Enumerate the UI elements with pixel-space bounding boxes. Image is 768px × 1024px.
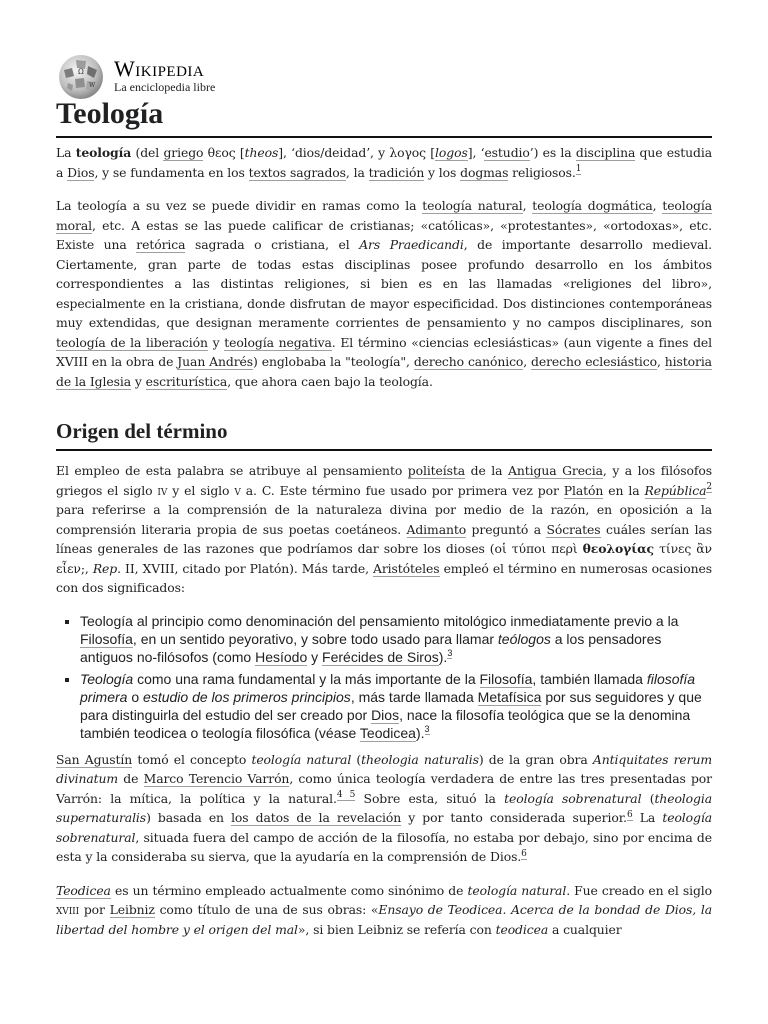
text: en la — [603, 482, 645, 498]
text: , la — [345, 164, 369, 180]
link-logos[interactable]: logos — [435, 145, 468, 160]
text: que estudia a — [56, 145, 713, 180]
text: a cualquier — [548, 921, 622, 937]
link-dios[interactable]: Dios — [371, 706, 400, 723]
text: El empleo de esta palabra se atribuye al pensamiento — [56, 463, 408, 478]
text: , — [652, 198, 663, 213]
italic-term: Teología — [80, 670, 134, 687]
wikipedia-tagline: La enciclopedia libre — [114, 80, 216, 94]
list-item — [80, 612, 712, 666]
reference-link[interactable]: 3 — [424, 723, 430, 734]
italic-term: teodicea — [495, 921, 549, 937]
text: II, XVIII, citado por Platón). Más tarde, — [120, 560, 373, 576]
origen-paragraph-1 — [56, 461, 712, 598]
link-datos-revelacion[interactable]: los datos de la revelación — [231, 810, 402, 825]
century-numeral: xviii — [56, 902, 80, 917]
section-heading-origen: Origen del término — [56, 417, 712, 451]
reference-link[interactable]: 1 — [575, 164, 582, 175]
text: ). — [438, 648, 448, 665]
text: es un término empleado actualmente como sinónimo de — [110, 882, 468, 898]
meanings-list — [56, 612, 712, 742]
svg-text:Ω: Ω — [78, 68, 84, 76]
text: τίνες ἂν εἶεν;, — [56, 541, 712, 576]
text: y por tanto considerada superior. — [401, 810, 628, 825]
link-leibniz[interactable]: Leibniz — [109, 902, 155, 917]
text: », si bien Leibniz se refería con — [297, 921, 496, 937]
link-teodicea[interactable]: Teodicea — [56, 882, 111, 898]
text: , como única teología verdadera de entre las tres presentadas por Varrón: la mítica, la política y la natural. — [56, 771, 712, 806]
text: ], ‘ — [467, 145, 485, 160]
svg-text:W: W — [89, 82, 96, 89]
italic-term: teología sobrenatural — [504, 790, 642, 806]
link-griego[interactable]: griego — [163, 145, 204, 160]
italic-term: Antiquitates rerum divinatum — [56, 751, 713, 786]
italic-term: estudio de los primeros principios — [143, 688, 351, 705]
text: ], ‘dios/deidad’, y λογος [ — [278, 145, 436, 160]
italic-term: teólogos — [497, 630, 551, 647]
text: empleó el término en numerosas ocasiones con dos significados: — [56, 560, 712, 595]
text: ( — [351, 751, 362, 767]
text: , y a los filósofos griegos el siglo — [56, 463, 713, 498]
text: y los — [424, 164, 461, 180]
link-antigua-grecia[interactable]: Antigua Grecia — [508, 463, 603, 478]
text: , y se fundamenta en los — [94, 164, 249, 180]
text: preguntó a — [466, 521, 547, 537]
italic-term: theos — [244, 145, 279, 160]
link-hesiodo[interactable]: Hesíodo — [255, 648, 308, 665]
link-teologia-moral[interactable]: teología moral — [56, 198, 712, 233]
link-teologia-liberacion[interactable]: teología de la liberación — [56, 334, 208, 350]
link-dios[interactable]: Dios — [67, 164, 95, 180]
text: sagrada o cristiana, el — [185, 237, 360, 252]
link-juan-andres[interactable]: Juan Andrés — [177, 354, 254, 369]
bold-term: teología — [75, 145, 132, 160]
text: , en un sentido peyorativo, y sobre todo usado para llamar — [132, 630, 498, 647]
text: y — [307, 648, 323, 665]
italic-term: teología sobrenatural — [56, 810, 713, 845]
link-dogmas[interactable]: dogmas — [460, 164, 509, 180]
link-escrituristica[interactable]: escriturística — [145, 373, 228, 389]
text: de la — [465, 463, 509, 478]
link-teologia-dogmatica[interactable]: teología dogmática — [532, 198, 653, 213]
italic-term: teología natural — [251, 751, 352, 767]
italic-term: Ensayo de Teodicea. Acerca de la bondad de Dios, la libertad del hombre y el origen del mal — [56, 902, 712, 937]
link-tradicion[interactable]: tradición — [368, 164, 425, 180]
italic-term: theologia naturalis — [361, 751, 479, 767]
link-ferecides[interactable]: Ferécides de Siros — [322, 648, 439, 665]
text: , — [523, 354, 532, 369]
text: , también llamada — [532, 670, 647, 687]
intro-paragraph-1 — [56, 143, 712, 182]
link-politeista[interactable]: politeísta — [407, 463, 466, 478]
text: . El término «ciencias eclesiásticas» (aun vigente a fines del XVIII en la obra de — [56, 334, 713, 369]
text: , — [522, 198, 533, 213]
reference-link[interactable]: 3 — [447, 647, 453, 658]
italic-term: teología natural — [467, 882, 567, 898]
text: y — [131, 373, 146, 389]
text: y — [207, 334, 225, 350]
text: , de importante desarrollo medieval. Ciertamente, gran parte de todas estas disciplinas posee profundo desarrollo en los ámbitos correspondientes a las distintas religiones, si bien es en las llamadas «religiones del libro», especialmente en la cristiana, donde disfrutan de mayor especificidad. Dos distinciones contemporáneas muy extendidas, que designan meramente corrientes de pensamiento y no campos disciplinares, son — [56, 237, 713, 330]
link-san-agustin[interactable]: San Agustín — [56, 751, 133, 767]
list-item — [80, 670, 712, 742]
text: , situada fuera del campo de acción de la filosofía, no estaba por debajo, sino por encima de esta y la consideraba su sierva, que la ayudaría en la comprensión de Dios. — [56, 829, 712, 864]
text: ) basada en — [146, 810, 232, 825]
link-teologia-negativa[interactable]: teología negativa — [224, 334, 332, 350]
link-teodicea[interactable]: Teodicea — [359, 724, 416, 741]
text: como una rama fundamental y la más importante de la — [133, 670, 480, 687]
article-body — [56, 143, 712, 953]
text: religiosos. — [508, 164, 576, 180]
italic-term: theologia supernaturalis — [56, 790, 713, 825]
greek-bold-term: θεολογίας — [582, 541, 654, 556]
text: a. C. Este término fue usado por primera vez por — [240, 482, 564, 498]
text: , más tarde llamada — [350, 688, 478, 705]
italic-term: Ars Praedicandi — [359, 237, 464, 252]
link-aristoteles[interactable]: Aristóteles — [373, 560, 440, 576]
text: La teología a su vez se puede dividir en ramas como la — [56, 198, 423, 213]
origen-paragraph-2 — [56, 750, 712, 867]
text: θεος [ — [203, 145, 245, 160]
link-derecho-canonico[interactable]: derecho canónico — [413, 354, 524, 369]
link-filosofia[interactable]: Filosofía — [80, 630, 133, 647]
text: y el siglo — [167, 482, 235, 498]
link-adimanto[interactable]: Adimanto — [406, 521, 467, 537]
link-socrates[interactable]: Sócrates — [546, 521, 601, 537]
text: Teología al principio como denominación del pensamiento mitológico inmediatamente previo a la — [80, 612, 679, 629]
reference-link[interactable]: 6 — [627, 809, 633, 820]
link-republica[interactable]: República — [644, 482, 707, 498]
link-metafisica[interactable]: Metafísica — [477, 688, 542, 705]
text: , — [656, 354, 665, 369]
text: , que ahora caen bajo la teología. — [227, 373, 433, 389]
link-historia-iglesia[interactable]: historia de la Iglesia — [56, 354, 712, 389]
text: cuáles serían las líneas generales de las razones que podríamos dar sobre los dioses (οἱ τύποι περὶ — [56, 521, 712, 556]
text: , nace la filosofía teológica que se la denomina también teodicea o teología filosófica (véase — [80, 706, 691, 741]
link-platon[interactable]: Platón — [563, 482, 604, 498]
link-filosofia[interactable]: Filosofía — [479, 670, 533, 687]
link-disciplina[interactable]: disciplina — [575, 145, 636, 160]
link-retorica[interactable]: retórica — [136, 237, 186, 252]
intro-paragraph-2 — [56, 196, 712, 391]
text: . Fue creado en el siglo — [566, 882, 712, 898]
link-derecho-eclesiastico[interactable]: derecho eclesiástico — [531, 354, 657, 369]
text: por — [79, 902, 110, 917]
text: , etc. A estas se las puede calificar de cristianas; «católicas», «protestantes», «ortodoxas», etc. Existe una — [56, 217, 712, 252]
reference-link[interactable]: 2 — [706, 482, 712, 493]
text: como título de una de sus obras: « — [154, 902, 379, 917]
text: ). — [415, 724, 425, 741]
text: Sobre esta, situó la — [355, 790, 505, 806]
link-estudio[interactable]: estudio — [484, 145, 530, 160]
wikipedia-wordmark[interactable]: Wikipedia — [114, 56, 205, 81]
reference-link[interactable]: 6 — [521, 848, 527, 859]
link-teologia-natural[interactable]: teología natural — [422, 198, 523, 213]
text: La — [56, 145, 76, 160]
link-textos-sagrados[interactable]: textos sagrados — [248, 164, 346, 180]
text: o — [127, 688, 144, 705]
origen-paragraph-3 — [56, 881, 712, 940]
text: ) englobaba la "teología", — [253, 354, 414, 369]
page-title: Teología — [56, 94, 712, 138]
reference-link[interactable]: 4 5 — [336, 790, 356, 801]
link-marco-terencio-varron[interactable]: Marco Terencio Varrón — [143, 771, 290, 786]
text: ’) es la — [529, 145, 576, 160]
text: tomó el concepto — [132, 751, 252, 767]
century-numeral: v — [234, 482, 241, 498]
text: para referirse a la comprensión de la naturaleza divina por medio de la razón, en oposición a la comprensión literaria propia de sus poetas coetáneos. — [56, 502, 712, 537]
text: a los pensadores antiguos no-filósofos (como — [80, 630, 662, 665]
text: ( — [641, 790, 655, 806]
italic-term: Rep. — [92, 560, 121, 576]
text: de — [118, 771, 144, 786]
text: La — [632, 810, 663, 825]
century-numeral: iv — [157, 482, 168, 498]
italic-term: filosofía primera — [80, 670, 696, 705]
text: (del — [131, 145, 164, 160]
text: ) de la gran obra — [478, 751, 593, 767]
text: por sus seguidores y que para distinguirla del estudio del ser creado por — [80, 688, 702, 723]
